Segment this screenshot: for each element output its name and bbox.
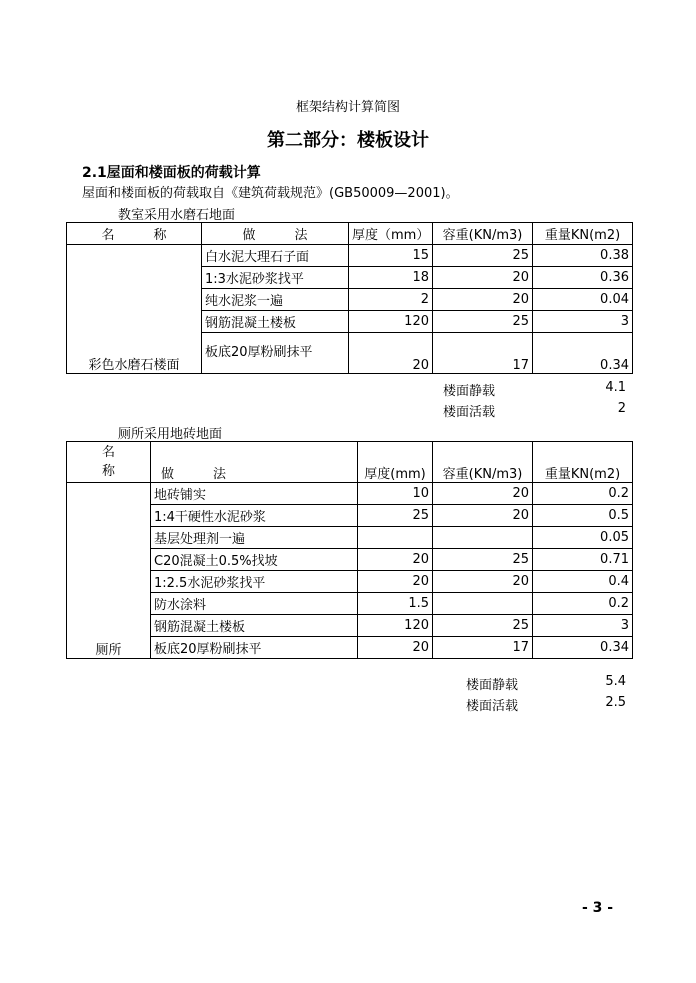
weight-cell: 0.05 — [533, 527, 633, 549]
method-cell: 纯水泥浆一遍 — [202, 289, 349, 311]
weight-cell: 3 — [533, 311, 633, 333]
density-cell: 20 — [433, 289, 533, 311]
weight-cell: 0.2 — [533, 593, 633, 615]
header-method: 做 法 — [202, 223, 349, 245]
live-load-label: 楼面活载 — [466, 699, 519, 714]
static-load-label: 楼面静载 — [443, 384, 496, 399]
thickness-cell: 20 — [358, 549, 433, 571]
weight-cell: 0.04 — [533, 289, 633, 311]
weight-cell: 0.5 — [533, 505, 633, 527]
method-cell: 防水涂料 — [151, 593, 358, 615]
weight-cell: 0.38 — [533, 245, 633, 267]
method-cell: 1:4干硬性水泥砂浆 — [151, 505, 358, 527]
density-cell: 25 — [433, 615, 533, 637]
table-row — [67, 505, 633, 527]
material-name: 厕所 — [67, 483, 151, 659]
header-name — [67, 442, 151, 483]
live-load-value: 2.5 — [605, 695, 626, 710]
density-cell: 20 — [433, 267, 533, 289]
thickness-cell: 120 — [349, 311, 433, 333]
section-heading: 2.1屋面和楼面板的荷载计算 — [82, 165, 261, 181]
static-load-value: 4.1 — [605, 380, 626, 395]
page-title: 第二部分：楼板设计 — [267, 130, 429, 151]
live-load-value: 2 — [617, 401, 626, 416]
table-row — [67, 549, 633, 571]
table-row — [67, 571, 633, 593]
method-cell: 钢筋混凝土楼板 — [202, 311, 349, 333]
weight-cell: 0.71 — [533, 549, 633, 571]
method-cell: 白水泥大理石子面 — [202, 245, 349, 267]
density-cell: 20 — [433, 505, 533, 527]
density-cell — [433, 527, 533, 549]
thickness-cell — [358, 527, 433, 549]
table-header-row — [67, 442, 633, 483]
classroom-floor-table — [66, 222, 633, 374]
table-header-row — [67, 223, 633, 245]
material-name: 彩色水磨石楼面 — [67, 245, 202, 374]
density-cell: 25 — [433, 245, 533, 267]
thickness-cell: 18 — [349, 267, 433, 289]
density-cell: 25 — [433, 311, 533, 333]
header-density: 容重(KN/m3) — [433, 442, 533, 483]
header-thickness: 厚度(mm) — [358, 442, 433, 483]
header-weight: 重量KN(m2) — [533, 223, 633, 245]
method-cell: C20混凝土0.5%找坡 — [151, 549, 358, 571]
method-cell: 板底20厚粉刷抹平 — [202, 333, 349, 374]
weight-cell: 0.36 — [533, 267, 633, 289]
method-cell: 1:3水泥砂浆找平 — [202, 267, 349, 289]
weight-cell: 0.4 — [533, 571, 633, 593]
method-cell: 板底20厚粉刷抹平 — [151, 637, 358, 659]
method-cell: 基层处理剂一遍 — [151, 527, 358, 549]
header-thickness: 厚度（mm） — [349, 223, 433, 245]
thickness-cell: 20 — [349, 333, 433, 374]
weight-cell: 3 — [533, 615, 633, 637]
table-row — [67, 593, 633, 615]
thickness-cell: 1.5 — [358, 593, 433, 615]
table1-caption: 教室采用水磨石地面 — [118, 208, 236, 223]
weight-cell: 0.2 — [533, 483, 633, 505]
header-weight: 重量KN(m2) — [533, 442, 633, 483]
density-cell: 17 — [433, 333, 533, 374]
static-load-value: 5.4 — [605, 674, 626, 689]
density-cell: 25 — [433, 549, 533, 571]
thickness-cell: 10 — [358, 483, 433, 505]
toilet-floor-table — [66, 441, 633, 659]
table-row — [67, 527, 633, 549]
header-density: 容重(KN/m3) — [433, 223, 533, 245]
density-cell: 17 — [433, 637, 533, 659]
table-row — [67, 483, 633, 505]
table-row — [67, 615, 633, 637]
weight-cell: 0.34 — [533, 637, 633, 659]
header-method: 做 法 — [151, 442, 358, 483]
method-cell: 钢筋混凝土楼板 — [151, 615, 358, 637]
header-name: 名 称 — [67, 223, 202, 245]
page-number: - 3 - — [582, 900, 614, 916]
thickness-cell: 120 — [358, 615, 433, 637]
live-load-label: 楼面活载 — [443, 405, 496, 420]
page-header: 框架结构计算简图 — [295, 100, 400, 115]
table2-caption: 厕所采用地砖地面 — [118, 427, 223, 442]
thickness-cell: 25 — [358, 505, 433, 527]
header-name-line1: 名 — [101, 445, 115, 460]
static-load-label: 楼面静载 — [466, 678, 519, 693]
table-row — [67, 245, 633, 267]
density-cell — [433, 593, 533, 615]
thickness-cell: 20 — [358, 637, 433, 659]
weight-cell: 0.34 — [533, 333, 633, 374]
thickness-cell: 2 — [349, 289, 433, 311]
thickness-cell: 15 — [349, 245, 433, 267]
method-cell: 地砖铺实 — [151, 483, 358, 505]
density-cell: 20 — [433, 571, 533, 593]
intro-paragraph: 屋面和楼面板的荷载取自《建筑荷载规范》(GB50009—2001)。 — [82, 186, 459, 201]
density-cell: 20 — [433, 483, 533, 505]
header-name-line2: 称 — [101, 464, 115, 479]
thickness-cell: 20 — [358, 571, 433, 593]
table-row — [67, 637, 633, 659]
method-cell: 1:2.5水泥砂浆找平 — [151, 571, 358, 593]
